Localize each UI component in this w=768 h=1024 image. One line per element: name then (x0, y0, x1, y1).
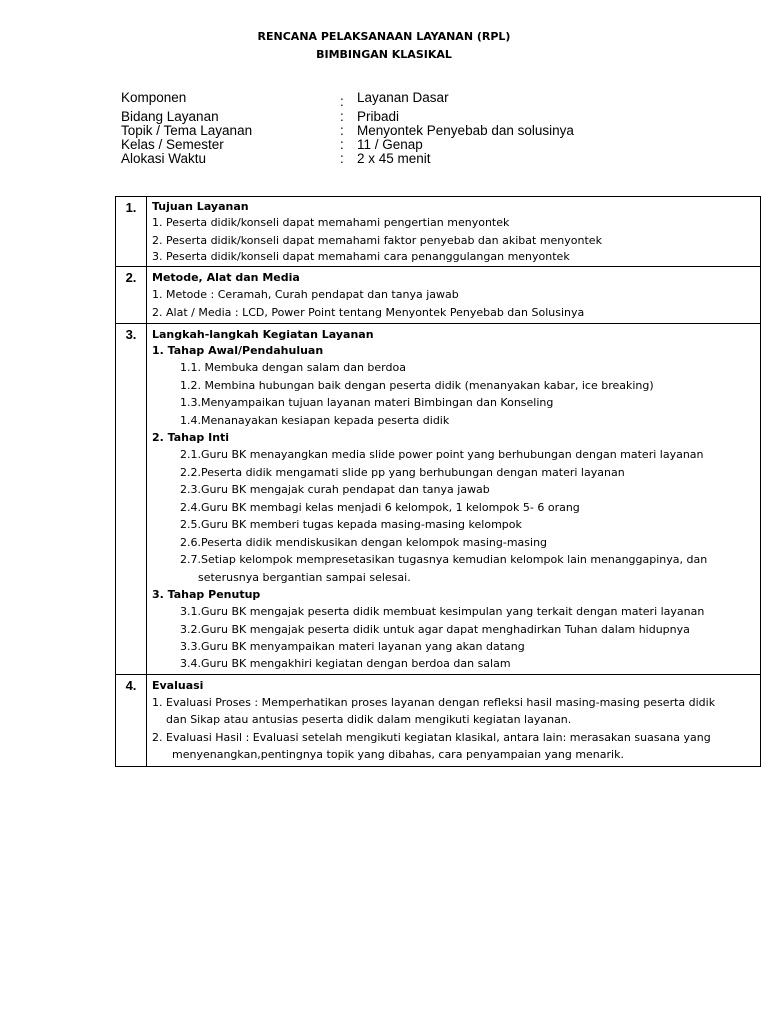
info-row-alokasi (121, 152, 641, 166)
info-label: Komponen (121, 90, 187, 105)
info-row-bidang (121, 110, 641, 124)
section-heading: Tujuan Layanan (152, 200, 249, 213)
list-item: 2.1.Guru BK menayangkan media slide power point yang berhubungan dengan materi layanan (180, 448, 704, 461)
list-item: 1.3.Menyampaikan tujuan layanan materi Bimbingan dan Konseling (180, 396, 554, 409)
info-value: Menyontek Penyebab dan solusinya (357, 123, 574, 138)
table-row-langkah (116, 324, 761, 675)
section-number: 3. (116, 324, 147, 675)
list-item-continued: menyenangkan,pentingnya topik yang dibahas, cara penyampaian yang menarik. (172, 748, 624, 761)
list-item: 2.3.Guru BK mengajak curah pendapat dan tanya jawab (180, 483, 490, 496)
section-heading: Metode, Alat dan Media (152, 271, 300, 284)
section-heading: Langkah-langkah Kegiatan Layanan (152, 328, 374, 341)
list-item: 2.5.Guru BK memberi tugas kepada masing-masing kelompok (180, 518, 522, 531)
section-heading: Evaluasi (152, 678, 204, 692)
list-item: 2.7.Setiap kelompok mempresetasikan tugasnya kemudian kelompok lain menanggapinya, dan (180, 553, 708, 566)
stage-title: 2. Tahap Inti (152, 431, 230, 444)
info-row-kelas (121, 138, 641, 152)
section-content (147, 267, 761, 324)
section-content (147, 197, 761, 267)
list-item: 1.4.Menanayakan kesiapan kepada peserta didik (180, 413, 450, 427)
list-item: 3.2.Guru BK mengajak peserta didik untuk agar dapat menghadirkan Tuhan dalam hidupnya (180, 622, 690, 636)
list-item: 1. Evaluasi Proses : Memperhatikan proses layanan dengan refleksi hasil masing-masing peserta didik (152, 695, 716, 709)
info-colon: : (340, 94, 344, 109)
info-label: Bidang Layanan (121, 109, 219, 124)
list-item: 1.2. Membina hubungan baik dengan peserta didik (menanyakan kabar, ice breaking) (180, 378, 654, 392)
info-row-komponen (121, 90, 641, 110)
rpl-table (115, 196, 761, 767)
info-label: Kelas / Semester (121, 137, 224, 152)
table-row-metode (116, 267, 761, 324)
document-subtitle: BIMBINGAN KLASIKAL (316, 48, 452, 61)
info-label: Topik / Tema Layanan (121, 123, 253, 138)
section-content (147, 674, 761, 766)
section-number: 1. (116, 197, 147, 267)
section-number: 2. (116, 267, 147, 324)
list-item: 2.6.Peserta didik mendiskusikan dengan kelompok masing-masing (180, 535, 548, 549)
list-item: 1.1. Membuka dengan salam dan berdoa (180, 361, 406, 374)
list-item: 3.3.Guru BK menyampaikan materi layanan yang akan datang (180, 640, 525, 653)
list-item-continued: seterusnya bergantian sampai selesai. (198, 570, 411, 584)
list-item: 2. Peserta didik/konseli dapat memahami faktor penyebab dan akibat menyontek (152, 233, 602, 247)
info-value: Pribadi (357, 109, 400, 124)
info-row-topik (121, 124, 641, 138)
section-number: 4. (116, 674, 147, 766)
list-item: 1. Peserta didik/konseli dapat memahami pengertian menyontek (152, 216, 510, 229)
document-title: RENCANA PELAKSANAAN LAYANAN (RPL) (257, 30, 511, 43)
list-item: 2.4.Guru BK membagi kelas menjadi 6 kelompok, 1 kelompok 5- 6 orang (180, 500, 580, 514)
section-content (147, 324, 761, 675)
list-item: 1. Metode : Ceramah, Curah pendapat dan tanya jawab (152, 288, 459, 301)
list-item: 2.2.Peserta didik mengamati slide pp yang berhubungan dengan materi layanan (180, 465, 625, 479)
list-item-continued: dan Sikap atau antusias peserta didik dalam mengikuti kegiatan layanan. (166, 713, 572, 726)
list-item: 2. Evaluasi Hasil : Evaluasi setelah mengikuti kegiatan klasikal, antara lain: merasakan suasana yang (152, 730, 711, 744)
info-colon: : (340, 109, 344, 124)
info-colon: : (340, 123, 344, 138)
stage-title: 1. Tahap Awal/Pendahuluan (152, 344, 324, 357)
info-value: 11 / Genap (357, 137, 423, 152)
info-block (121, 90, 641, 166)
table-row-tujuan (116, 197, 761, 267)
info-label: Alokasi Waktu (121, 151, 207, 166)
table-row-evaluasi (116, 674, 761, 766)
list-item: 2. Alat / Media : LCD, Power Point tentang Menyontek Penyebab dan Solusinya (152, 305, 585, 319)
info-colon: : (340, 137, 344, 152)
info-colon: : (340, 151, 344, 166)
list-item: 3.4.Guru BK mengakhiri kegiatan dengan berdoa dan salam (180, 656, 511, 670)
stage-title: 3. Tahap Penutup (152, 588, 261, 601)
list-item: 3. Peserta didik/konseli dapat memahami cara penanggulangan menyontek (152, 250, 570, 263)
info-value: Layanan Dasar (357, 90, 449, 105)
info-value: 2 x 45 menit (357, 151, 431, 166)
list-item: 3.1.Guru BK mengajak peserta didik membuat kesimpulan yang terkait dengan materi layanan (180, 605, 705, 618)
